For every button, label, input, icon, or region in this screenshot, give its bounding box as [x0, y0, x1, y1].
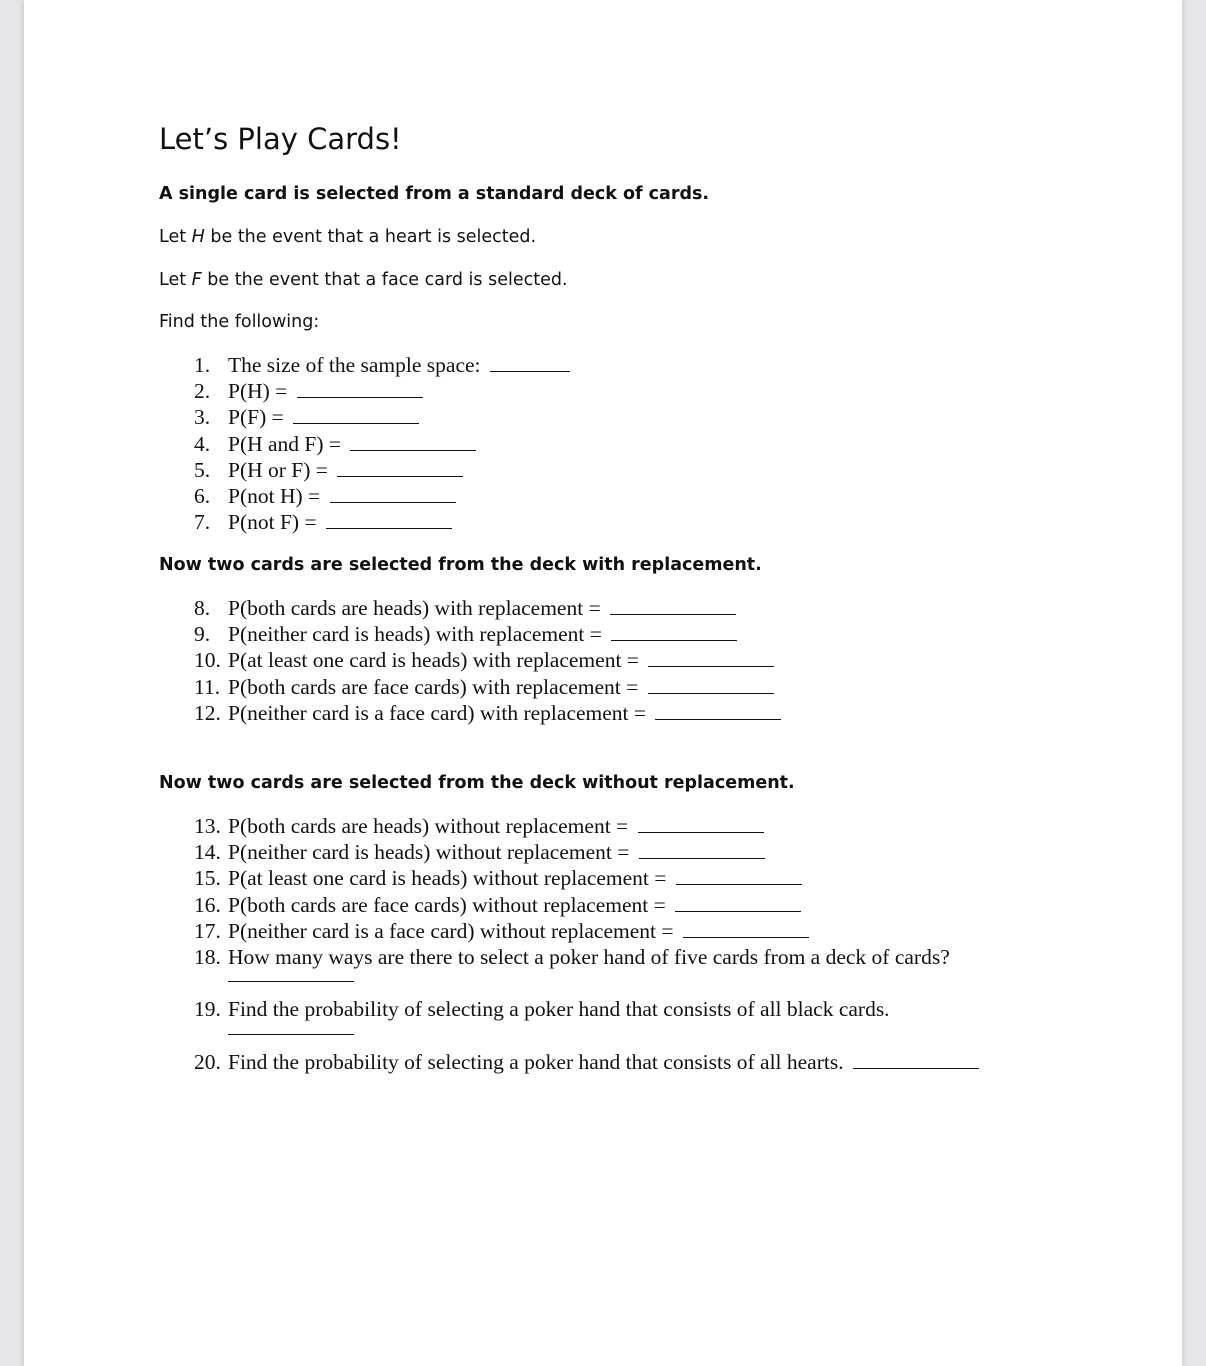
- question-text: P(neither card is a face card) with replacement =: [228, 700, 647, 725]
- question-item: [194, 839, 979, 865]
- question-number: 14.: [194, 840, 221, 865]
- answer-blank[interactable]: [638, 814, 764, 833]
- question-item: [194, 944, 979, 970]
- question-text: P(at least one card is heads) without replacement =: [228, 866, 667, 891]
- intro-text: A single card is selected from a standard deck of cards.: [159, 184, 710, 204]
- question-item: [194, 378, 570, 404]
- question-item: [194, 431, 570, 457]
- document-content: [24, 0, 1182, 1366]
- question-text: P(F) =: [228, 405, 284, 430]
- question-text: P(at least one card is heads) with replacement =: [228, 648, 639, 673]
- question-number: 8.: [194, 596, 211, 620]
- with-replacement-heading: Now two cards are selected from the deck with replacement.: [159, 555, 762, 575]
- event-h-suffix: be the event that a heart is selected.: [204, 227, 537, 247]
- question-number: 9.: [194, 622, 211, 647]
- question-text: P(neither card is heads) with replacement =: [228, 622, 602, 647]
- question-item: [194, 813, 979, 839]
- answer-blank[interactable]: [330, 484, 456, 503]
- question-text: P(H) =: [228, 379, 288, 404]
- question-item: [194, 996, 979, 1022]
- question-item: [194, 674, 781, 700]
- answer-blank[interactable]: [639, 840, 765, 859]
- question-item: [194, 647, 781, 673]
- answer-blank[interactable]: [293, 405, 419, 424]
- find-following-text: Find the following:: [159, 312, 320, 332]
- answer-blank[interactable]: [297, 379, 423, 398]
- question-text: P(not H) =: [228, 483, 321, 508]
- question-number: 2.: [194, 379, 211, 404]
- question-text: The size of the sample space:: [228, 353, 481, 377]
- event-h-var: H: [191, 227, 205, 247]
- question-number: 6.: [194, 483, 211, 508]
- question-item: [194, 352, 570, 378]
- event-f-suffix: be the event that a face card is selected.: [201, 270, 568, 290]
- page-title: Let’s Play Cards!: [159, 122, 402, 156]
- question-number: 15.: [194, 866, 221, 891]
- question-text: Find the probability of selecting a poker hand that consists of all hearts.: [228, 1049, 844, 1074]
- answer-blank[interactable]: [490, 353, 570, 372]
- question-text: P(both cards are heads) without replacement =: [228, 814, 629, 838]
- answer-blank[interactable]: [655, 701, 781, 720]
- question-text: P(neither card is heads) without replacement =: [228, 840, 630, 865]
- answer-blank[interactable]: [611, 622, 737, 641]
- answer-blank[interactable]: [675, 893, 801, 912]
- question-list-2: [194, 595, 781, 726]
- question-number: 12.: [194, 700, 221, 725]
- question-text: P(both cards are heads) with replacement =: [228, 596, 601, 620]
- event-h-definition: [159, 227, 536, 247]
- event-h-prefix: Let: [159, 227, 192, 247]
- event-f-var: F: [191, 270, 202, 290]
- question-number: 13.: [194, 814, 221, 838]
- question-number: 20.: [194, 1049, 221, 1074]
- answer-blank[interactable]: [337, 458, 463, 477]
- question-number: 3.: [194, 405, 211, 430]
- answer-blank[interactable]: [326, 510, 452, 529]
- answer-blank[interactable]: [648, 675, 774, 694]
- event-f-prefix: Let: [159, 270, 192, 290]
- question-item: [194, 1049, 979, 1075]
- question-text: P(not F) =: [228, 510, 317, 535]
- question-list-1: [194, 352, 570, 535]
- question-number: 19.: [194, 997, 221, 1022]
- question-text: How many ways are there to select a poker hand of five cards from a deck of cards?: [228, 944, 950, 969]
- question-number: 11.: [194, 674, 221, 699]
- question-item: [194, 892, 979, 918]
- question-number: 1.: [194, 353, 211, 377]
- question-text: P(neither card is a face card) without replacement =: [228, 918, 674, 943]
- question-item: [194, 404, 570, 430]
- question-item: [194, 483, 570, 509]
- question-text: P(H and F) =: [228, 431, 342, 456]
- answer-blank[interactable]: [676, 866, 802, 885]
- question-number: 16.: [194, 892, 221, 917]
- question-number: 10.: [194, 648, 221, 673]
- question-item: [194, 918, 979, 944]
- spacer: [194, 1023, 979, 1049]
- answer-blank[interactable]: [350, 432, 476, 451]
- question-text: P(H or F) =: [228, 457, 328, 482]
- question-item: [194, 595, 781, 621]
- question-number: 18.: [194, 944, 221, 969]
- answer-blank[interactable]: [648, 648, 774, 667]
- question-number: 17.: [194, 918, 221, 943]
- question-item: [194, 509, 570, 535]
- without-replacement-heading: Now two cards are selected from the deck without replacement.: [159, 773, 795, 793]
- answer-blank[interactable]: [853, 1050, 979, 1069]
- question-item: [194, 457, 570, 483]
- document-page: [24, 0, 1182, 1366]
- question-list-3: [194, 813, 979, 1075]
- question-item: [194, 700, 781, 726]
- answer-blank[interactable]: [683, 919, 809, 938]
- question-number: 4.: [194, 431, 211, 456]
- question-text: Find the probability of selecting a poker hand that consists of all black cards.: [228, 997, 890, 1022]
- question-item: [194, 621, 781, 647]
- question-number: 5.: [194, 457, 211, 482]
- event-f-definition: [159, 270, 568, 290]
- spacer: [194, 970, 979, 996]
- question-text: P(both cards are face cards) with replacement =: [228, 674, 639, 699]
- question-item: [194, 865, 979, 891]
- question-number: 7.: [194, 510, 211, 535]
- answer-blank[interactable]: [610, 596, 736, 615]
- question-text: P(both cards are face cards) without replacement =: [228, 892, 666, 917]
